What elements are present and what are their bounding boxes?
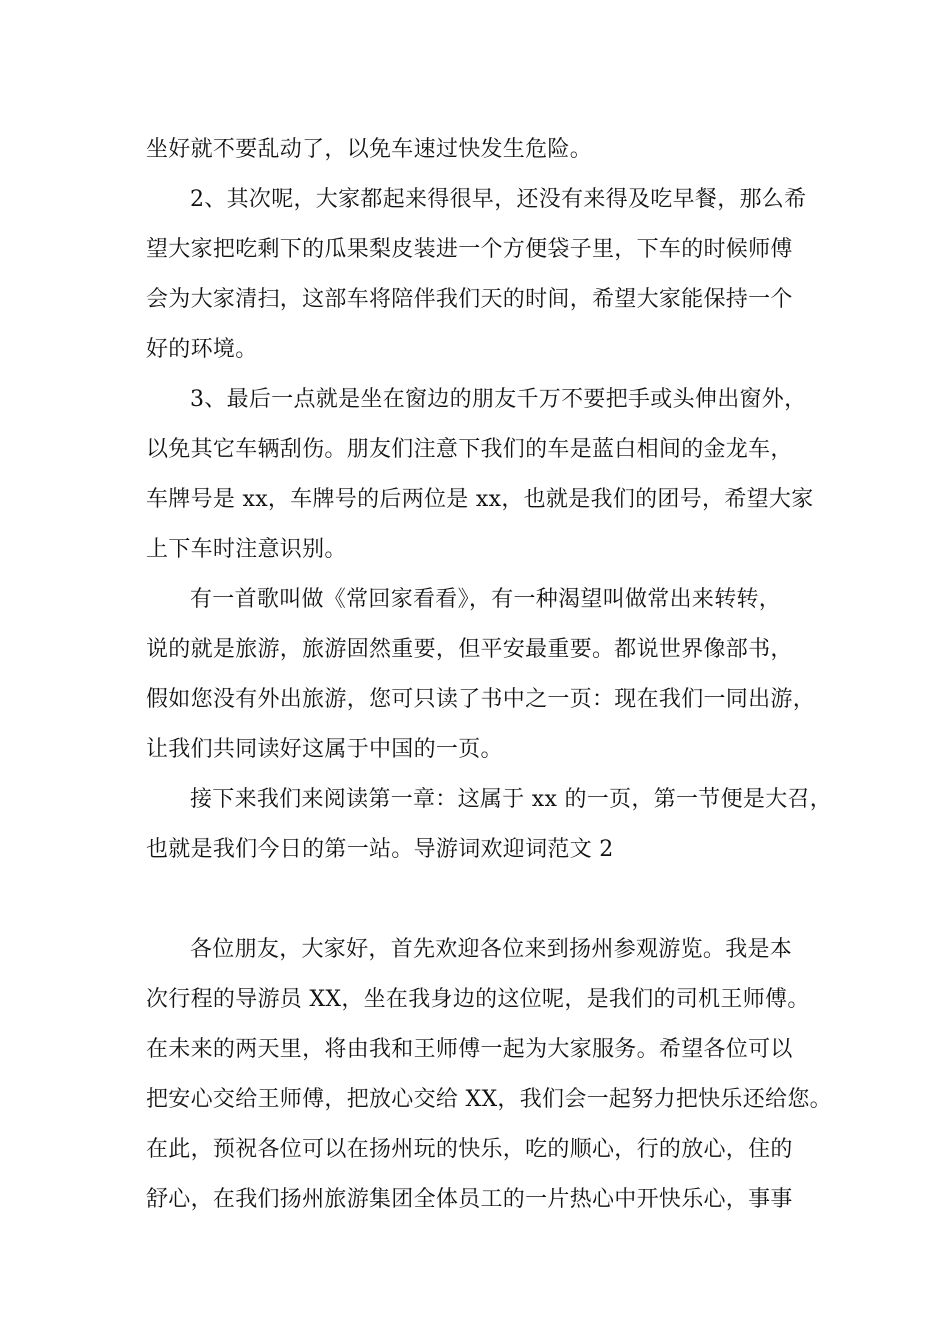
text-line: 舒心，在我们扬州旅游集团全体员工的一片热心中开快乐心，事事 xyxy=(146,1187,793,1212)
text-line: 各位朋友，大家好，首先欢迎各位来到扬州参观游览。我是本 xyxy=(190,937,793,962)
text-line: 也就是我们今日的第一站。导游词欢迎词范文 2 xyxy=(146,837,614,862)
text-line: 次行程的导游员 XX，坐在我身边的这位呢，是我们的司机王师傅。 xyxy=(146,987,810,1012)
text-line: 会为大家清扫，这部车将陪伴我们天的时间，希望大家能保持一个 xyxy=(146,287,793,312)
text-line: 好的环境。 xyxy=(146,337,258,362)
text-line: 在未来的两天里，将由我和王师傅一起为大家服务。希望各位可以 xyxy=(146,1037,793,1062)
text-line: 有一首歌叫做《常回家看看》，有一种渴望叫做常出来转转， xyxy=(190,587,782,612)
text-line: 2、其次呢，大家都起来得很早，还没有来得及吃早餐，那么希 xyxy=(190,187,807,212)
text-line: 3、最后一点就是坐在窗边的朋友千万不要把手或头伸出窗外， xyxy=(190,387,807,412)
text-line: 在此，预祝各位可以在扬州玩的快乐，吃的顺心，行的放心，住的 xyxy=(146,1137,793,1162)
text-line: 说的就是旅游，旅游固然重要，但平安最重要。都说世界像部书， xyxy=(146,637,793,662)
text-line: 假如您没有外出旅游，您可只读了书中之一页：现在我们一同出游， xyxy=(146,687,816,712)
text-line: 把安心交给王师傅，把放心交给 XX，我们会一起努力把快乐还给您。 xyxy=(146,1087,832,1112)
text-line: 以免其它车辆刮伤。朋友们注意下我们的车是蓝白相间的金龙车， xyxy=(146,437,793,462)
text-line: 车牌号是 xx，车牌号的后两位是 xx，也就是我们的团号，希望大家 xyxy=(146,487,814,512)
text-line: 望大家把吃剩下的瓜果梨皮装进一个方便袋子里，下车的时候师傅 xyxy=(146,237,793,262)
text-line: 坐好就不要乱动了，以免车速过快发生危险。 xyxy=(146,137,593,162)
text-line: 让我们共同读好这属于中国的一页。 xyxy=(146,737,503,762)
text-line: 接下来我们来阅读第一章：这属于 xx 的一页，第一节便是大召， xyxy=(190,787,833,812)
text-line: 上下车时注意识别。 xyxy=(146,537,347,562)
